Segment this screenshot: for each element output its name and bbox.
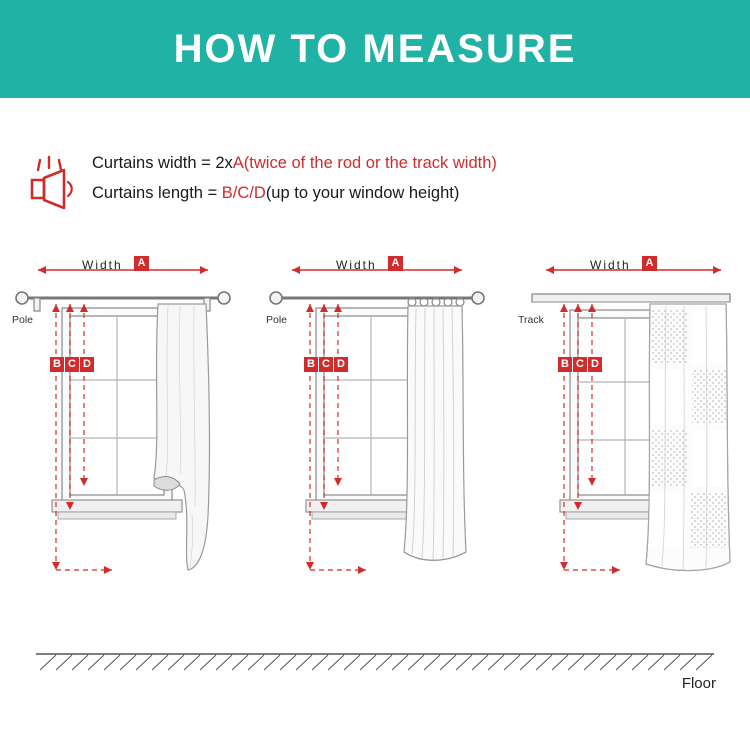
note-length-suffix: (up to your window height) <box>265 184 460 202</box>
width-letter-badge-3: A <box>642 256 657 271</box>
curtain-pole-2 <box>270 292 484 306</box>
note-length-prefix: Curtains length = <box>92 184 222 202</box>
header-banner <box>0 0 750 98</box>
floor-arrow-3 <box>564 566 620 574</box>
note-width-prefix: Curtains width = 2x <box>92 154 233 172</box>
width-arrow-3 <box>546 266 721 274</box>
note-text-block <box>92 148 497 208</box>
floor-arrow-1 <box>56 566 112 574</box>
panel-2-drawing <box>262 252 494 612</box>
measure-note <box>28 148 718 210</box>
note-line-width <box>92 148 497 178</box>
curtain-fabric-2 <box>404 306 466 560</box>
floor-arrow-2 <box>310 566 366 574</box>
mount-label-3: Track <box>518 314 544 326</box>
diagram-panel-1 <box>8 252 240 612</box>
page-title: HOW TO MEASURE <box>173 26 577 71</box>
curtain-fabric-1 <box>154 304 209 570</box>
drop-badge-b-1: B <box>50 357 64 372</box>
width-label-1: Width <box>82 258 123 272</box>
width-letter-badge-1: A <box>134 256 149 271</box>
note-width-suffix: (twice of the rod or the track width) <box>243 154 497 172</box>
drop-badge-c-2: C <box>319 357 333 372</box>
drop-badge-d-1: D <box>80 357 94 372</box>
mount-label-1: Pole <box>12 314 34 326</box>
drop-badge-d-2: D <box>334 357 348 372</box>
width-arrow-1 <box>38 266 208 274</box>
drop-badge-b-3: B <box>558 357 572 372</box>
floor-hatching <box>0 640 750 700</box>
megaphone-icon <box>28 154 86 210</box>
curtain-fabric-3 <box>646 304 730 571</box>
floor-label: Floor <box>681 675 716 692</box>
width-label-2: Width <box>336 258 377 272</box>
diagram-panel-3 <box>516 252 748 612</box>
drop-badge-b-2: B <box>304 357 318 372</box>
panel-3-drawing <box>516 252 748 612</box>
width-arrow-2 <box>292 266 462 274</box>
panel-1-drawing <box>8 252 240 612</box>
curtain-track-3 <box>532 294 730 302</box>
width-label-3: Width <box>590 258 631 272</box>
note-line-length <box>92 178 497 208</box>
diagram-panel-2 <box>262 252 494 612</box>
drop-badge-d-3: D <box>588 357 602 372</box>
drop-badge-c-3: C <box>573 357 587 372</box>
drop-badge-c-1: C <box>65 357 79 372</box>
note-length-letters: B/C/D <box>221 184 266 202</box>
note-width-letter: A <box>232 154 244 172</box>
width-letter-badge-2: A <box>388 256 403 271</box>
mount-label-2: Pole <box>266 314 288 326</box>
